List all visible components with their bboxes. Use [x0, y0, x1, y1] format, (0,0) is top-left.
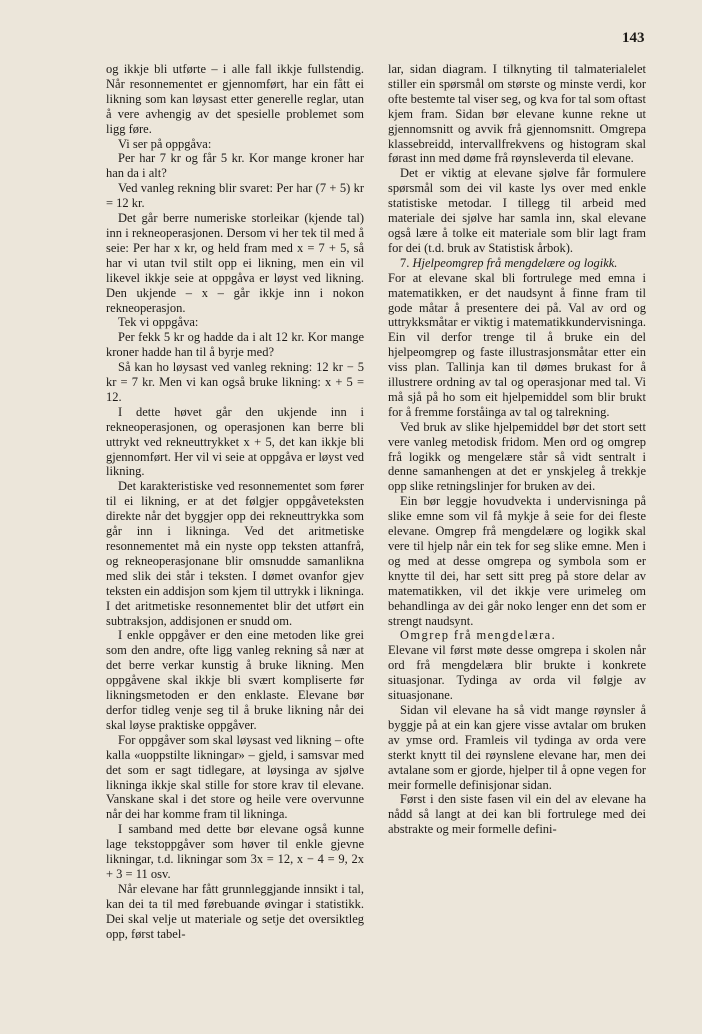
left-column [106, 62, 364, 941]
subsection-heading: Omgrep frå mengdelæra. [400, 628, 557, 643]
paragraph: Per fekk 5 kr og hadde da i alt 12 kr. Kor mange kroner hadde han til å byrje med? [106, 330, 364, 360]
paragraph: Tek vi oppgåva: [118, 315, 199, 330]
paragraph: I samband med dette bør elevane også kunne lage tekstoppgåver som høver til enkle gjevne likningar, t.d. likningar som 3x = 12, x − 4 = 9, 2x + 3 = 11 osv. [106, 822, 364, 881]
section-title: Hjelpeomgrep frå mengdelære og logikk. [412, 255, 618, 270]
paragraph: Det karakteristiske ved resonnementet som fører til ei likning, er at det følgjer oppgåveteksten direkte når det byggjer opp dei rekneuttrykka som går inn i likninga. Ved det aritmetiske resonnementet må ein nyste opp teksten attanfrå, og rekneoperasjonane blir omsnudde samanlikna med slik dei står i teksten. I dømet ovanfor gjev teksten ein addisjon som kjem til uttrykk i likninga. I det aritmetiske resonnementet blir det utført ein subtraksjon, addisjonen er snudd om. [106, 479, 364, 628]
paragraph: Elevane vil først møte desse omgrepa i skolen når ord frå mengdelæra blir brukte i konkrete situasjonar. Tydinga av orda vil følgje av situasjonane. [388, 643, 646, 703]
paragraph: Det går berre numeriske storleikar (kjende tal) inn i rekneoperasjonen. Dersom vi her tek til med å seie: Per har x kr, og held fram med x = 7 + 5, så har vi utan tvil stilt opp ei likning, men ein vil likevel ikkje seie at oppgåva er løyst ved likning. Den ukjende – x – går ikkje inn i nokon rekneoperasjon. [106, 211, 364, 315]
paragraph: I dette høvet går den ukjende inn i rekneoperasjonen, og operasjonen kan berre bli uttrykt ved rekneuttrykket x + 5, det kan ikkje bli gjennomført. Her vil vi seie at oppgåva er løyst ved likning. [106, 404, 364, 479]
paragraph: og ikkje bli utførte – i alle fall ikkje fullstendig. Når resonnementet er gjennomført, har ein fått ei likning som kan løysast etter generelle reglar, utan å vere avhengig av det spesielle problemet som ligg føre. [106, 62, 364, 136]
paragraph: Vi ser på oppgåva: [118, 136, 212, 151]
right-column [388, 62, 646, 837]
paragraph: For oppgåver som skal løysast ved likning – ofte kalla «uoppstilte likningar» – gjeld, i samsvar med det som er sagt tidlegare, at løysinga av sjølve likninga ikkje skal stille for store krav til elevane. Vanskane skal i det store og heile vere overvunne når dei har komme fram til likninga. [106, 732, 364, 822]
paragraph: Ved vanleg rekning blir svaret: Per har (7 + 5) kr = 12 kr. [106, 181, 364, 211]
section-number: 7. [400, 255, 410, 270]
paragraph: Per har 7 kr og får 5 kr. Kor mange kroner har han da i alt? [106, 151, 364, 181]
paragraph: Sidan vil elevane ha så vidt mange røynsler å byggje på at ein kan gjere visse avtalar om bruken av ymse ord. Framleis vil tydinga av orda vere sterkt knytt til dei røynslene elevane har, men dei avtalane som er gjorde, hjelper til å opne vegen for meir formelle definisjonar sidan. [388, 702, 646, 792]
section-heading [388, 256, 646, 271]
paragraph: Ein bør leggje hovudvekta i undervisninga på slike emne som vil få mykje å seie for dei fleste elevane. Omgrep frå mengdelære og logikk skal vere til hjelp når ein tek for seg slike emne. Men i og med at desse omgrepa og symbola som er knytte til dei, har sett sitt preg på store delar av matematikken, vil det ikkje vere urimeleg om behandlinga av dei går noko lenger enn det som er strengt naudsynt. [388, 494, 646, 628]
paragraph: Når elevane har fått grunnleggjande innsikt i tal, kan dei ta til med førebuande øvingar i statistikk. Dei skal velje ut materiale og setje det oversiktleg opp, først tabel- [106, 881, 364, 941]
page-number: 143 [622, 30, 645, 46]
paragraph: Først i den siste fasen vil ein del av elevane ha nådd så langt at dei kan bli fortrulege med dei abstrakte og meir formelle defini- [388, 792, 646, 837]
paragraph: lar, sidan diagram. I tilknyting til talmateriale​let stiller ein spørsmål om største og minste verdi, kor ofte bestemte tal viser seg, og kva for tal som oftast kjem fram. Sidan bør elevane kunne rekne ut gjennomsnitt og avvik frå gjennomsnitt. Omgrepa klassebreidd, intervallfrekvens og histogram skal førast inn med døme frå røynsleverda til elevane. [388, 62, 646, 166]
paragraph: For at elevane skal bli fortrulege med emna i matematikken, er det naudsynt å finne fram til gode måtar å presentere dei på. Val av ord og uttrykksmåtar er viktig i matematikkundervisninga. Ein vil derfor trenge til å bruke ein del hjelpeomgrep og faste illustrasjonsmåtar etter ein viss plan. Tallinja kan til dømes brukast for å illustrere ordning av tal og operasjonar med tal. Vi må sjå på ho som eit hjelpemiddel som blir brukt for å fremme forståinga av tal og talrekning. [388, 270, 646, 419]
paragraph: I enkle oppgåver er den eine metoden like grei som den andre, ofte ligg vanleg rekning så nær at det berre verkar kunstig å bruke likning. Men oppgåvene skal ikkje bli svært kompliserte før likningsmetoden er den enklaste. Elevane bør derfor tidleg venje seg til å bruke likning når dei skal løyse praktiske oppgåver. [106, 628, 364, 732]
paragraph: Det er viktig at elevane sjølve får formulere spørsmål som dei vil kaste lys over med enkle statistiske metodar. I tillegg til arbeid med materiale dei sjølve har samla inn, skal elevane også lære å tolke eit materiale som blir lagt fram for dei (t.d. bruk av Statistisk årbok). [388, 166, 646, 255]
paragraph: Så kan ho løysast ved vanleg rekning: 12 kr − 5 kr = 7 kr. Men vi kan også bruke likning: x + 5 = 12. [106, 360, 364, 404]
paragraph: Ved bruk av slike hjelpemiddel bør det stort sett vere vanleg metodisk fridom. Men ord og omgrep frå logikk og mengelære står så vidt sentralt i denne samanhengen at det er ynskjeleg å trekkje opp slike retningslinjer for bruken av dei. [388, 419, 646, 494]
